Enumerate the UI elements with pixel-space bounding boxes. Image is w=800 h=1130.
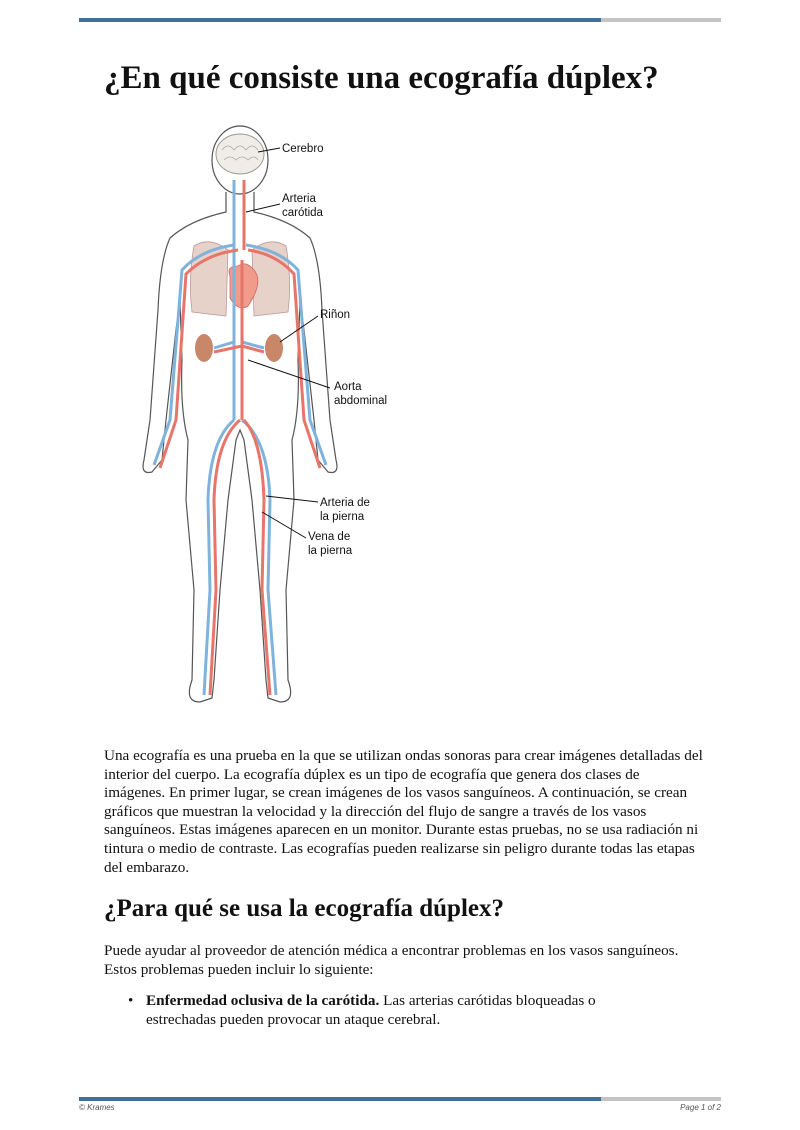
page-title: ¿En qué consiste una ecografía dúplex? bbox=[104, 60, 659, 96]
conditions-list bbox=[104, 992, 664, 1029]
label-leg-vein-2: la pierna bbox=[308, 545, 353, 557]
label-carotid-2: carótida bbox=[282, 207, 323, 219]
bottom-bar bbox=[79, 1097, 721, 1101]
top-bar-gray bbox=[601, 18, 721, 22]
brain-icon bbox=[216, 134, 264, 174]
list-item-term: Enfermedad oclusiva de la carótida. bbox=[146, 992, 380, 1009]
footer-page-number: Page 1 of 2 bbox=[680, 1103, 721, 1112]
top-bar bbox=[79, 18, 721, 22]
section-heading: ¿Para qué se usa la ecografía dúplex? bbox=[104, 895, 504, 922]
bottom-bar-blue bbox=[79, 1097, 601, 1101]
label-kidney: Riñon bbox=[320, 309, 351, 321]
label-leg-artery-1: Arteria de bbox=[320, 497, 370, 509]
list-item bbox=[104, 992, 664, 1029]
veins bbox=[154, 180, 326, 695]
label-aorta-1: Aorta bbox=[334, 381, 362, 393]
bullet-icon: • bbox=[128, 992, 134, 1009]
label-leg-vein-1: Vena de bbox=[308, 531, 351, 543]
circulatory-system-figure bbox=[130, 120, 420, 730]
footer-copyright: © Krames bbox=[79, 1103, 115, 1112]
bottom-bar-gray bbox=[601, 1097, 721, 1101]
label-leg-artery-2: la pierna bbox=[320, 511, 365, 523]
label-aorta-2: abdominal bbox=[334, 395, 388, 407]
intro-paragraph: Una ecografía es una prueba en la que se utilizan ondas sonoras para crear imágenes detalladas del interior del cuerpo. La ecografía dúplex es un tipo de ecografía que genera dos clases de imágenes. En primer lugar, se crean imágenes de los vasos sanguíneos. A continuación, se crean gráficos que muestran la velocidad y la dirección del flujo de sangre a través de los vasos sanguíneos. Estas imágenes aparecen en un monitor. Durante estas pruebas, no se usa radiación ni tintura o medio de contraste. Las ecografías pueden realizarse sin peligro durante todas las etapas del embarazo. bbox=[104, 747, 703, 876]
top-bar-blue bbox=[79, 18, 601, 22]
arteries bbox=[160, 180, 320, 695]
uses-paragraph: Puede ayudar al proveedor de atención médica a encontrar problemas en los vasos sanguíneos. Estos problemas pueden incluir lo siguiente: bbox=[104, 942, 679, 978]
label-brain: Cerebro bbox=[282, 143, 324, 155]
label-carotid-1: Arteria bbox=[282, 193, 316, 205]
list-item-text: Las arterias carótidas bloqueadas o estrechadas pueden provocar un ataque cerebral. bbox=[146, 992, 596, 1028]
